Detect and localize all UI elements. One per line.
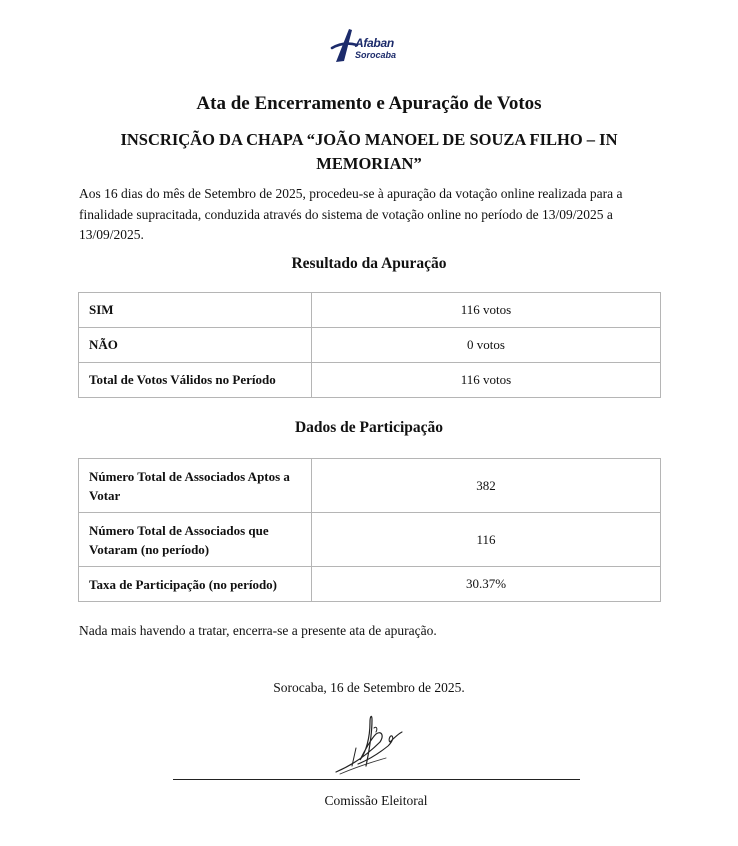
- closing-statement: Nada mais havendo a tratar, encerra-se a presente ata de apuração.: [79, 623, 437, 638]
- logo-city: Sorocaba: [355, 50, 397, 60]
- result-label: SIM: [79, 293, 312, 328]
- results-table: [78, 292, 661, 398]
- document-subtitle: INSCRIÇÃO DA CHAPA “JOÃO MANOEL DE SOUZA FILHO – IN MEMORIAN”: [120, 130, 618, 173]
- table-row: [79, 293, 661, 328]
- participation-value: 116: [312, 513, 661, 567]
- afaban-logo: [330, 26, 410, 68]
- results-heading: Resultado da Apuração: [291, 255, 447, 272]
- participation-label: Número Total de Associados que Votaram (no período): [79, 513, 312, 567]
- intro-paragraph: Aos 16 dias do mês de Setembro de 2025, procedeu-se à apuração da votação online realizada para a finalidade supracitada, conduzida através do sistema de votação online no período de 13/09/2025 a 13/09/2025.: [79, 186, 623, 242]
- place-and-date: Sorocaba, 16 de Setembro de 2025.: [273, 680, 465, 695]
- signature-label: Comissão Eleitoral: [324, 793, 428, 808]
- signature-line: [173, 779, 580, 780]
- table-row: [79, 363, 661, 398]
- result-value: 0 votos: [312, 328, 661, 363]
- participation-label: Taxa de Participação (no período): [79, 567, 312, 602]
- participation-heading: Dados de Participação: [294, 419, 444, 436]
- table-row: [79, 513, 661, 567]
- result-value: 116 votos: [312, 363, 661, 398]
- table-row: [79, 328, 661, 363]
- document-title: Ata de Encerramento e Apuração de Votos: [196, 93, 542, 114]
- participation-label: Número Total de Associados Aptos a Votar: [79, 459, 312, 513]
- result-label: Total de Votos Válidos no Período: [79, 363, 312, 398]
- result-value: 116 votos: [312, 293, 661, 328]
- logo-name: Afaban: [355, 36, 394, 50]
- handwritten-signature: [332, 708, 412, 778]
- participation-value: 382: [312, 459, 661, 513]
- table-row: [79, 567, 661, 602]
- participation-value: 30.37%: [312, 567, 661, 602]
- participation-table: [78, 458, 661, 602]
- table-row: [79, 459, 661, 513]
- result-label: NÃO: [79, 328, 312, 363]
